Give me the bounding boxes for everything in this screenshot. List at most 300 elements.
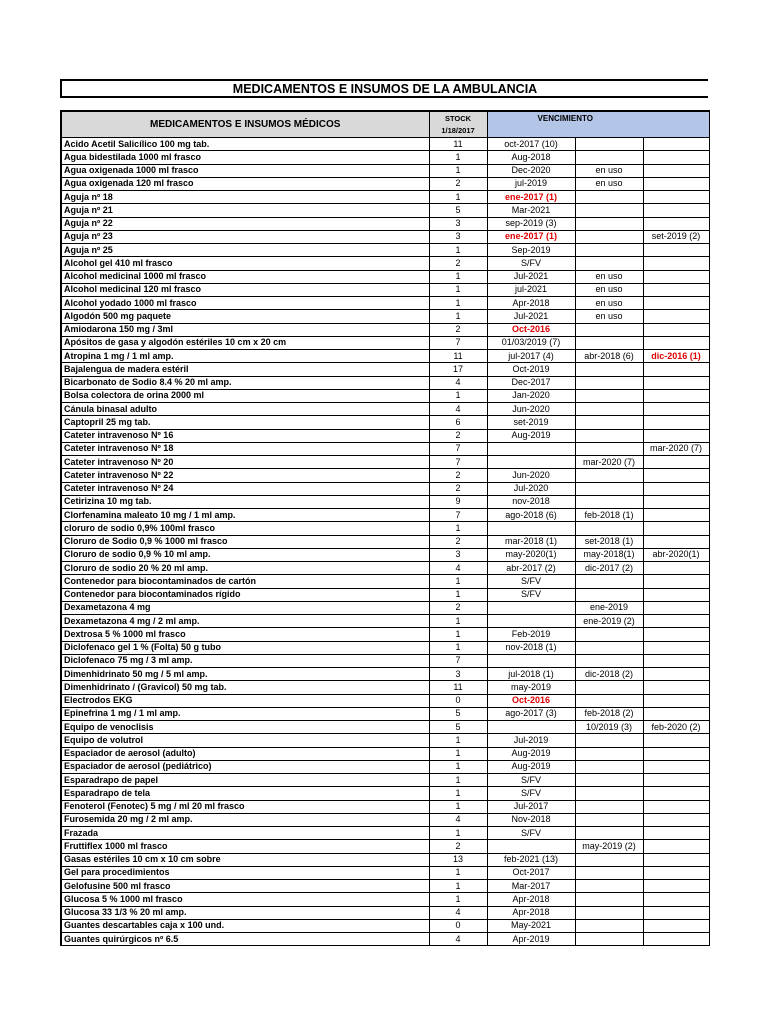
vencimiento-2-cell [575, 336, 643, 349]
vencimiento-2-cell [575, 774, 643, 787]
item-name-cell: Dexametazona 4 mg / 2 ml amp. [61, 615, 429, 628]
vencimiento-1-cell: ene-2017 (1) [487, 230, 575, 243]
header-row [61, 111, 709, 138]
vencimiento-3-cell [643, 403, 709, 416]
table-row [61, 588, 709, 601]
table-row [61, 760, 709, 773]
vencimiento-1-cell: nov-2018 [487, 495, 575, 508]
vencimiento-3-cell: feb-2020 (2) [643, 721, 709, 734]
vencimiento-2-cell [575, 919, 643, 932]
vencimiento-2-cell [575, 230, 643, 243]
item-name-cell: Cloruro de Sodio 0,9 % 1000 ml frasco [61, 535, 429, 548]
vencimiento-3-cell [643, 827, 709, 840]
header-stock-label: STOCK [444, 113, 472, 123]
stock-cell: 1 [429, 297, 487, 310]
item-name-cell: Contenedor para biocontaminados rígido [61, 588, 429, 601]
header-vencimiento: VENCIMIENTO [487, 111, 643, 138]
stock-cell: 4 [429, 933, 487, 946]
table-row [61, 283, 709, 296]
item-name-cell: Alcohol medicinal 1000 ml frasco [61, 270, 429, 283]
item-name-cell: Electrodos EKG [61, 694, 429, 707]
stock-cell: 2 [429, 257, 487, 270]
vencimiento-1-cell: ago-2017 (3) [487, 707, 575, 720]
stock-cell: 1 [429, 774, 487, 787]
stock-cell: 1 [429, 827, 487, 840]
vencimiento-1-cell: Jun-2020 [487, 469, 575, 482]
vencimiento-2-cell [575, 403, 643, 416]
stock-cell: 1 [429, 575, 487, 588]
vencimiento-3-cell [643, 906, 709, 919]
vencimiento-1-cell [487, 721, 575, 734]
table-row [61, 244, 709, 257]
vencimiento-3-cell [643, 177, 709, 190]
vencimiento-1-cell: feb-2021 (13) [487, 853, 575, 866]
vencimiento-1-cell: 01/03/2019 (7) [487, 336, 575, 349]
vencimiento-3-cell [643, 204, 709, 217]
table-row [61, 893, 709, 906]
table-row [61, 442, 709, 455]
vencimiento-2-cell [575, 138, 643, 151]
stock-cell: 3 [429, 548, 487, 561]
item-name-cell: Alcohol medicinal 120 ml frasco [61, 283, 429, 296]
vencimiento-3-cell [643, 760, 709, 773]
table-row [61, 880, 709, 893]
stock-cell: 1 [429, 747, 487, 760]
vencimiento-2-cell [575, 217, 643, 230]
vencimiento-1-cell: May-2021 [487, 919, 575, 932]
stock-cell: 13 [429, 853, 487, 866]
vencimiento-2-cell [575, 257, 643, 270]
item-name-cell: Esparadrapo de papel [61, 774, 429, 787]
table-row [61, 230, 709, 243]
stock-cell: 1 [429, 787, 487, 800]
vencimiento-3-cell [643, 469, 709, 482]
item-name-cell: Aguja nº 22 [61, 217, 429, 230]
header-stock [429, 111, 487, 138]
stock-cell: 1 [429, 628, 487, 641]
stock-cell: 1 [429, 191, 487, 204]
stock-cell: 1 [429, 389, 487, 402]
table-row [61, 694, 709, 707]
vencimiento-2-cell [575, 747, 643, 760]
table-row [61, 469, 709, 482]
stock-cell: 11 [429, 350, 487, 363]
vencimiento-3-cell [643, 535, 709, 548]
vencimiento-3-cell [643, 668, 709, 681]
vencimiento-3-cell [643, 747, 709, 760]
vencimiento-3-cell [643, 628, 709, 641]
item-name-cell: Cateter intravenoso Nº 18 [61, 442, 429, 455]
vencimiento-1-cell: Dec-2017 [487, 376, 575, 389]
item-name-cell: Clorfenamina maleato 10 mg / 1 ml amp. [61, 509, 429, 522]
table-row [61, 376, 709, 389]
item-name-cell: Alcohol yodado 1000 ml frasco [61, 297, 429, 310]
item-name-cell: Aguja nº 25 [61, 244, 429, 257]
vencimiento-2-cell [575, 654, 643, 667]
vencimiento-2-cell [575, 893, 643, 906]
table-row [61, 813, 709, 826]
table-row [61, 509, 709, 522]
vencimiento-2-cell: dic-2018 (2) [575, 668, 643, 681]
vencimiento-3-cell [643, 257, 709, 270]
vencimiento-3-cell [643, 191, 709, 204]
vencimiento-2-cell: en uso [575, 164, 643, 177]
vencimiento-2-cell [575, 813, 643, 826]
vencimiento-1-cell: mar-2018 (1) [487, 535, 575, 548]
item-name-cell: Epinefrina 1 mg / 1 ml amp. [61, 707, 429, 720]
stock-cell: 4 [429, 562, 487, 575]
vencimiento-1-cell: S/FV [487, 588, 575, 601]
table-row [61, 535, 709, 548]
vencimiento-1-cell [487, 615, 575, 628]
vencimiento-1-cell: jul-2019 [487, 177, 575, 190]
vencimiento-3-cell [643, 694, 709, 707]
item-name-cell: Cateter intravenoso Nº 22 [61, 469, 429, 482]
item-name-cell: Guantes descartables caja x 100 und. [61, 919, 429, 932]
item-name-cell: Cetirizina 10 mg tab. [61, 495, 429, 508]
item-name-cell: Fruttiflex 1000 ml frasco [61, 840, 429, 853]
vencimiento-3-cell [643, 866, 709, 879]
vencimiento-1-cell [487, 840, 575, 853]
stock-cell: 1 [429, 641, 487, 654]
vencimiento-1-cell: Jun-2020 [487, 403, 575, 416]
stock-cell: 1 [429, 880, 487, 893]
stock-cell: 2 [429, 535, 487, 548]
table-row [61, 482, 709, 495]
vencimiento-3-cell [643, 389, 709, 402]
vencimiento-1-cell: jul-2017 (4) [487, 350, 575, 363]
item-name-cell: Glucosa 5 % 1000 ml frasco [61, 893, 429, 906]
table-row [61, 933, 709, 946]
vencimiento-2-cell [575, 191, 643, 204]
vencimiento-3-cell [643, 151, 709, 164]
stock-cell: 1 [429, 734, 487, 747]
vencimiento-2-cell [575, 787, 643, 800]
vencimiento-1-cell: S/FV [487, 827, 575, 840]
vencimiento-3-cell [643, 787, 709, 800]
vencimiento-3-cell [643, 416, 709, 429]
vencimiento-3-cell [643, 734, 709, 747]
stock-cell: 1 [429, 522, 487, 535]
vencimiento-1-cell: Apr-2018 [487, 297, 575, 310]
table-row [61, 204, 709, 217]
vencimiento-2-cell [575, 376, 643, 389]
item-name-cell: Equipo de volutrol [61, 734, 429, 747]
stock-cell: 3 [429, 668, 487, 681]
vencimiento-1-cell: Apr-2019 [487, 933, 575, 946]
vencimiento-1-cell: S/FV [487, 787, 575, 800]
item-name-cell: Agua bidestilada 1000 ml frasco [61, 151, 429, 164]
vencimiento-2-cell [575, 760, 643, 773]
stock-cell: 5 [429, 721, 487, 734]
vencimiento-2-cell: en uso [575, 297, 643, 310]
item-name-cell: Guantes quirúrgicos nº 6.5 [61, 933, 429, 946]
vencimiento-2-cell [575, 628, 643, 641]
vencimiento-3-cell [643, 509, 709, 522]
stock-cell: 1 [429, 760, 487, 773]
header-stock-date: 1/18/2017 [441, 125, 475, 135]
item-name-cell: Bajalengua de madera estéril [61, 363, 429, 376]
stock-cell: 17 [429, 363, 487, 376]
header-item: MEDICAMENTOS E INSUMOS MÉDICOS [61, 111, 429, 138]
vencimiento-1-cell: abr-2017 (2) [487, 562, 575, 575]
table-row [61, 257, 709, 270]
vencimiento-3-cell [643, 654, 709, 667]
table-row [61, 456, 709, 469]
vencimiento-3-cell: dic-2016 (1) [643, 350, 709, 363]
item-name-cell: Bicarbonato de Sodio 8.4 % 20 ml amp. [61, 376, 429, 389]
vencimiento-2-cell [575, 641, 643, 654]
vencimiento-3-cell [643, 456, 709, 469]
item-name-cell: Equipo de venoclisis [61, 721, 429, 734]
page-title: MEDICAMENTOS E INSUMOS DE LA AMBULANCIA [60, 79, 708, 98]
vencimiento-2-cell: en uso [575, 177, 643, 190]
item-name-cell: Apósitos de gasa y algodón estériles 10 cm x 20 cm [61, 336, 429, 349]
table-row [61, 217, 709, 230]
vencimiento-1-cell: Dec-2020 [487, 164, 575, 177]
item-name-cell: Dexametazona 4 mg [61, 601, 429, 614]
table-row [61, 164, 709, 177]
vencimiento-1-cell: oct-2017 (10) [487, 138, 575, 151]
stock-cell: 2 [429, 840, 487, 853]
vencimiento-1-cell: ago-2018 (6) [487, 509, 575, 522]
vencimiento-3-cell [643, 217, 709, 230]
item-name-cell: Aguja nº 21 [61, 204, 429, 217]
item-name-cell: Glucosa 33 1/3 % 20 ml amp. [61, 906, 429, 919]
vencimiento-1-cell: Jul-2019 [487, 734, 575, 747]
vencimiento-1-cell: jul-2021 [487, 283, 575, 296]
stock-cell: 1 [429, 164, 487, 177]
vencimiento-2-cell: en uso [575, 310, 643, 323]
stock-cell: 0 [429, 694, 487, 707]
vencimiento-1-cell: Mar-2017 [487, 880, 575, 893]
table-row [61, 177, 709, 190]
stock-cell: 1 [429, 151, 487, 164]
item-name-cell: Algodón 500 mg paquete [61, 310, 429, 323]
stock-cell: 2 [429, 601, 487, 614]
item-name-cell: Atropina 1 mg / 1 ml amp. [61, 350, 429, 363]
stock-cell: 3 [429, 217, 487, 230]
table-row [61, 721, 709, 734]
item-name-cell: Agua oxigenada 120 ml frasco [61, 177, 429, 190]
table-row [61, 840, 709, 853]
stock-cell: 1 [429, 310, 487, 323]
table-row [61, 866, 709, 879]
vencimiento-2-cell [575, 244, 643, 257]
stock-cell: 1 [429, 893, 487, 906]
item-name-cell: Cateter intravenoso Nº 16 [61, 429, 429, 442]
table-row [61, 601, 709, 614]
item-name-cell: Diclofenaco 75 mg / 3 ml amp. [61, 654, 429, 667]
table-row [61, 734, 709, 747]
vencimiento-1-cell: Oct-2016 [487, 323, 575, 336]
vencimiento-1-cell [487, 601, 575, 614]
stock-cell: 2 [429, 469, 487, 482]
vencimiento-3-cell [643, 522, 709, 535]
vencimiento-3-cell [643, 840, 709, 853]
vencimiento-1-cell: Mar-2021 [487, 204, 575, 217]
vencimiento-1-cell: ene-2017 (1) [487, 191, 575, 204]
vencimiento-1-cell: jul-2018 (1) [487, 668, 575, 681]
table-row [61, 774, 709, 787]
table-row [61, 323, 709, 336]
vencimiento-2-cell [575, 694, 643, 707]
vencimiento-2-cell [575, 482, 643, 495]
vencimiento-1-cell: may-2020(1) [487, 548, 575, 561]
item-name-cell: Frazada [61, 827, 429, 840]
vencimiento-1-cell: Jul-2017 [487, 800, 575, 813]
stock-cell: 9 [429, 495, 487, 508]
vencimiento-3-cell [643, 853, 709, 866]
stock-cell: 1 [429, 866, 487, 879]
table-row [61, 429, 709, 442]
stock-cell: 4 [429, 813, 487, 826]
vencimiento-2-cell [575, 933, 643, 946]
vencimiento-1-cell: Feb-2019 [487, 628, 575, 641]
stock-cell: 2 [429, 482, 487, 495]
vencimiento-2-cell: feb-2018 (1) [575, 509, 643, 522]
vencimiento-1-cell: may-2019 [487, 681, 575, 694]
vencimiento-3-cell [643, 641, 709, 654]
stock-cell: 2 [429, 429, 487, 442]
stock-cell: 11 [429, 681, 487, 694]
stock-cell: 0 [429, 919, 487, 932]
vencimiento-2-cell [575, 416, 643, 429]
stock-cell: 6 [429, 416, 487, 429]
vencimiento-2-cell [575, 734, 643, 747]
vencimiento-2-cell: ene-2019 [575, 601, 643, 614]
stock-cell: 7 [429, 654, 487, 667]
table-row [61, 668, 709, 681]
vencimiento-1-cell [487, 442, 575, 455]
stock-cell: 1 [429, 615, 487, 628]
vencimiento-2-cell: may-2019 (2) [575, 840, 643, 853]
vencimiento-3-cell [643, 601, 709, 614]
vencimiento-1-cell: set-2019 [487, 416, 575, 429]
stock-cell: 7 [429, 442, 487, 455]
item-name-cell: Amiodarona 150 mg / 3ml [61, 323, 429, 336]
item-name-cell: Espaciador de aerosol (pediátrico) [61, 760, 429, 773]
item-name-cell: Gasas estériles 10 cm x 10 cm sobre [61, 853, 429, 866]
vencimiento-1-cell: Jul-2021 [487, 270, 575, 283]
header-blank [643, 111, 709, 138]
item-name-cell: Cateter intravenoso Nº 24 [61, 482, 429, 495]
vencimiento-1-cell: S/FV [487, 774, 575, 787]
item-name-cell: Captopril 25 mg tab. [61, 416, 429, 429]
vencimiento-2-cell: feb-2018 (2) [575, 707, 643, 720]
table-row [61, 575, 709, 588]
table-row [61, 853, 709, 866]
vencimiento-3-cell [643, 336, 709, 349]
table-row [61, 548, 709, 561]
vencimiento-1-cell: Oct-2016 [487, 694, 575, 707]
vencimiento-3-cell [643, 774, 709, 787]
vencimiento-3-cell [643, 681, 709, 694]
vencimiento-2-cell [575, 204, 643, 217]
vencimiento-3-cell [643, 429, 709, 442]
vencimiento-1-cell: Jul-2020 [487, 482, 575, 495]
stock-cell: 1 [429, 244, 487, 257]
vencimiento-3-cell [643, 363, 709, 376]
table-row [61, 151, 709, 164]
inventory-table [60, 110, 710, 946]
vencimiento-1-cell: Oct-2017 [487, 866, 575, 879]
vencimiento-1-cell: S/FV [487, 257, 575, 270]
vencimiento-1-cell: Apr-2018 [487, 893, 575, 906]
vencimiento-2-cell: ene-2019 (2) [575, 615, 643, 628]
vencimiento-1-cell: Aug-2019 [487, 429, 575, 442]
vencimiento-2-cell: 10/2019 (3) [575, 721, 643, 734]
table-row [61, 363, 709, 376]
vencimiento-3-cell [643, 933, 709, 946]
table-row [61, 522, 709, 535]
vencimiento-1-cell: Jan-2020 [487, 389, 575, 402]
vencimiento-3-cell [643, 482, 709, 495]
vencimiento-2-cell [575, 906, 643, 919]
table-row [61, 906, 709, 919]
stock-cell: 4 [429, 403, 487, 416]
stock-cell: 7 [429, 509, 487, 522]
vencimiento-3-cell [643, 893, 709, 906]
vencimiento-2-cell [575, 442, 643, 455]
vencimiento-2-cell: may-2018(1) [575, 548, 643, 561]
vencimiento-3-cell [643, 376, 709, 389]
stock-cell: 4 [429, 906, 487, 919]
table-row [61, 297, 709, 310]
item-name-cell: Esparadrapo de tela [61, 787, 429, 800]
vencimiento-1-cell: sep-2019 (3) [487, 217, 575, 230]
vencimiento-2-cell: set-2018 (1) [575, 535, 643, 548]
item-name-cell: Aguja nº 18 [61, 191, 429, 204]
vencimiento-2-cell [575, 853, 643, 866]
vencimiento-1-cell: nov-2018 (1) [487, 641, 575, 654]
table-row [61, 827, 709, 840]
vencimiento-2-cell [575, 575, 643, 588]
vencimiento-1-cell [487, 654, 575, 667]
item-name-cell: Alcohol gel 410 ml frasco [61, 257, 429, 270]
table-row [61, 350, 709, 363]
table-row [61, 641, 709, 654]
table-row [61, 389, 709, 402]
stock-cell: 5 [429, 707, 487, 720]
vencimiento-2-cell: mar-2020 (7) [575, 456, 643, 469]
vencimiento-1-cell: Aug-2018 [487, 151, 575, 164]
item-name-cell: Cloruro de sodio 0,9 % 10 ml amp. [61, 548, 429, 561]
vencimiento-1-cell: S/FV [487, 575, 575, 588]
vencimiento-2-cell: dic-2017 (2) [575, 562, 643, 575]
table-row [61, 654, 709, 667]
vencimiento-3-cell [643, 270, 709, 283]
stock-cell: 2 [429, 323, 487, 336]
item-name-cell: Cloruro de sodio 20 % 20 ml amp. [61, 562, 429, 575]
table-row [61, 403, 709, 416]
item-name-cell: Bolsa colectora de orina 2000 ml [61, 389, 429, 402]
item-name-cell: Dimenhidrinato / (Gravicol) 50 mg tab. [61, 681, 429, 694]
vencimiento-3-cell [643, 244, 709, 257]
table-row [61, 628, 709, 641]
stock-cell: 4 [429, 376, 487, 389]
item-name-cell: Gelofusine 500 ml frasco [61, 880, 429, 893]
stock-cell: 5 [429, 204, 487, 217]
table-row [61, 681, 709, 694]
vencimiento-2-cell [575, 522, 643, 535]
vencimiento-2-cell [575, 495, 643, 508]
table-row [61, 800, 709, 813]
item-name-cell: Gel para procedimientos [61, 866, 429, 879]
table-row [61, 707, 709, 720]
vencimiento-2-cell [575, 681, 643, 694]
table-row [61, 919, 709, 932]
